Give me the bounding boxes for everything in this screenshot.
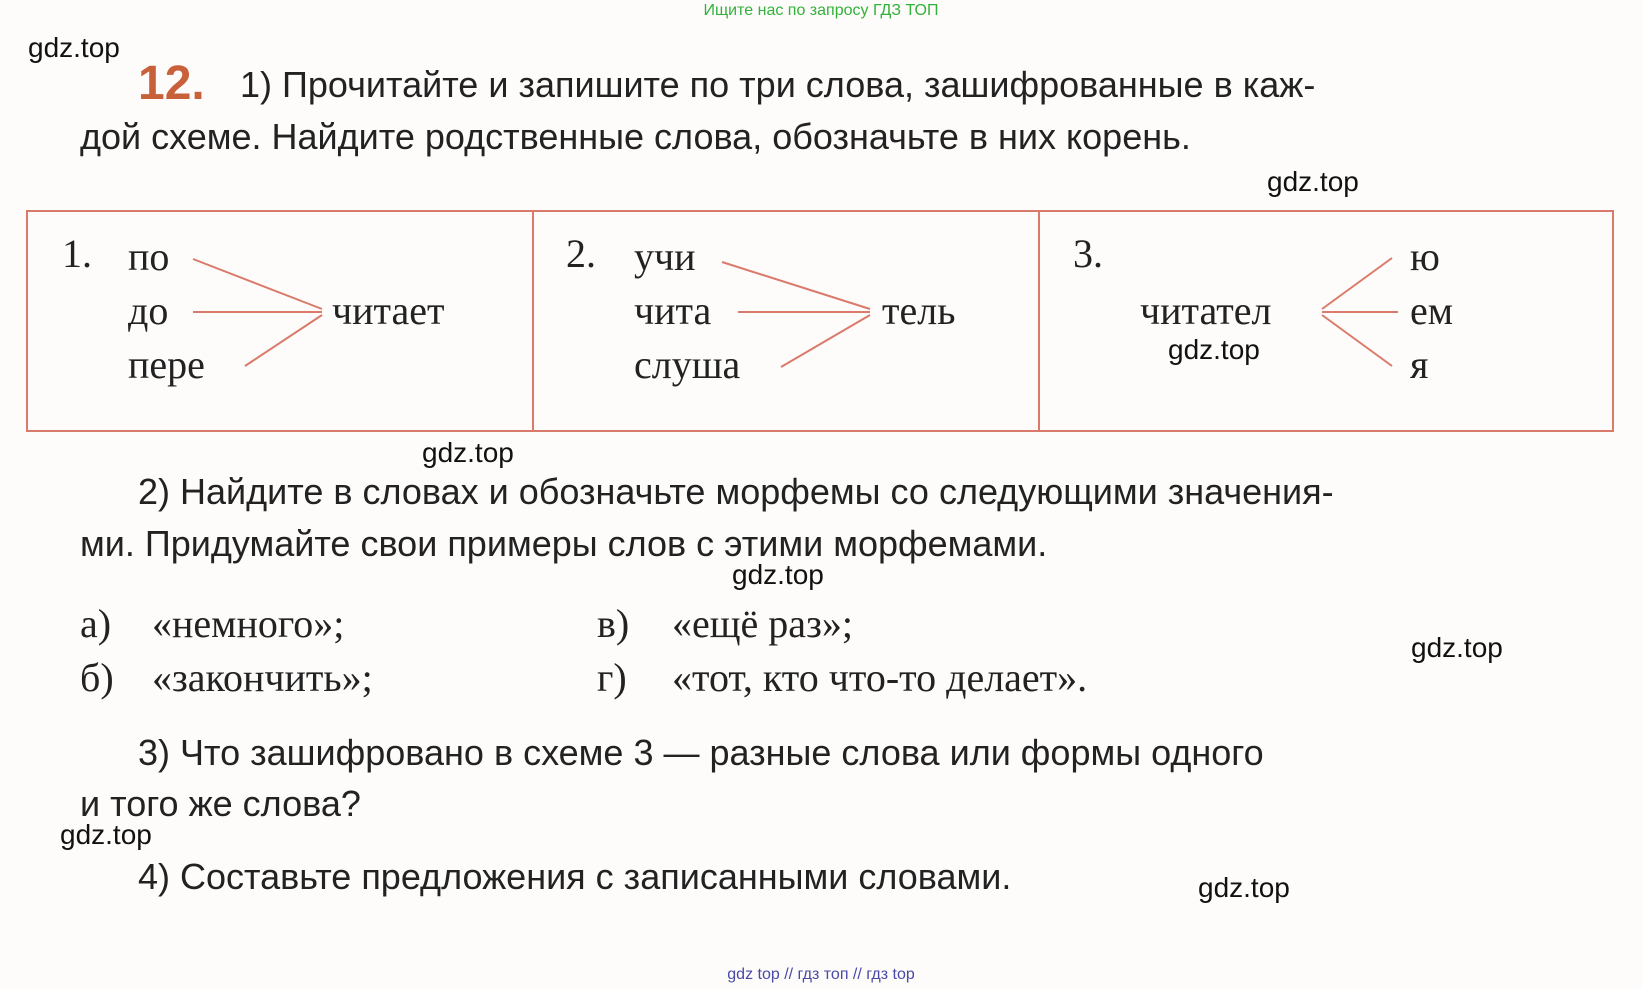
scheme-1-prefix: до — [128, 288, 169, 333]
scheme-1-prefix: пере — [128, 342, 205, 387]
scheme-3-ending: ем — [1410, 288, 1454, 333]
arrow-line — [193, 259, 322, 309]
task-3-line-2: и того же слова? — [80, 783, 361, 824]
watermark: gdz.top — [422, 437, 514, 468]
task-3-line-1: 3) Что зашифровано в схеме 3 — разные слова или формы одного — [138, 732, 1264, 773]
scheme-3-ending: ю — [1410, 234, 1440, 279]
scheme-3-ending: я — [1410, 342, 1429, 387]
scheme-2-stem: слуша — [634, 342, 741, 387]
option-label-b: б) — [80, 655, 114, 700]
task-2-line-2: ми. Придумайте свои примеры слов с этими морфемами. — [80, 523, 1048, 564]
task-4: 4) Составьте предложения с записанными словами. — [138, 856, 1012, 897]
bottom-banner[interactable]: gdz top // гдз топ // гдз top — [727, 966, 915, 983]
watermark: gdz.top — [1411, 632, 1503, 663]
watermark: gdz.top — [1267, 166, 1359, 197]
scheme-2-suffix: тель — [882, 288, 956, 333]
arrow-line — [781, 315, 870, 367]
arrow-line — [1322, 258, 1392, 309]
task-2-line-1: 2) Найдите в словах и обозначьте морфемы со следующими значения- — [138, 471, 1334, 512]
option-text-v: «ещё раз»; — [672, 601, 853, 646]
task-1-line-1: 1) Прочитайте и запишите по три слова, зашифрованные в каж- — [240, 64, 1316, 105]
watermark: gdz.top — [60, 819, 152, 850]
arrow-line — [245, 315, 322, 366]
scheme-3-stem: читател — [1140, 288, 1272, 333]
option-text-a: «немного»; — [152, 601, 345, 646]
scheme-2-stem: чита — [634, 288, 712, 333]
option-text-g: «тот, кто что-то делает». — [672, 655, 1088, 700]
scheme-1-stem: читает — [332, 288, 445, 333]
scheme-1-number: 1. — [62, 231, 92, 276]
scheme-2-number: 2. — [566, 231, 596, 276]
scheme-3-number: 3. — [1073, 231, 1103, 276]
option-label-a: а) — [80, 601, 112, 646]
arrow-line — [722, 262, 870, 309]
scheme-1-prefix: по — [128, 234, 170, 279]
task-1-line-2: дой схеме. Найдите родственные слова, обозначьте в них корень. — [80, 116, 1191, 157]
arrow-line — [1322, 315, 1392, 366]
option-label-v: в) — [597, 601, 630, 646]
top-banner[interactable]: Ищите нас по запросу ГДЗ ТОП — [703, 2, 939, 19]
option-text-b: «закончить»; — [152, 655, 373, 700]
option-label-g: г) — [597, 655, 627, 700]
watermark: gdz.top — [732, 559, 824, 590]
watermark: gdz.top — [1168, 334, 1260, 365]
exercise-number: 12. — [138, 57, 205, 110]
watermark: gdz.top — [28, 32, 120, 63]
watermark: gdz.top — [1198, 872, 1290, 903]
scheme-2-stem: учи — [634, 234, 696, 279]
